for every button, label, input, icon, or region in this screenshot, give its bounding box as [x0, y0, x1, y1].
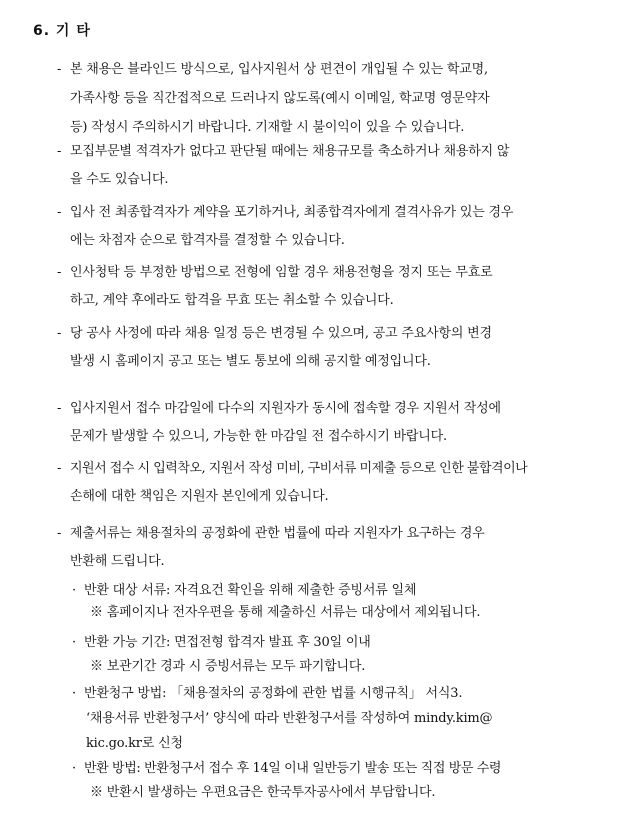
bullet-dash: - [57, 461, 62, 476]
bullet-dash: - [57, 205, 62, 220]
sub-item-note: ※ 홈페이지나 전자우편을 통해 제출하신 서류는 대상에서 제외됩니다. [90, 605, 481, 620]
sub-list-item [0, 577, 624, 633]
item-line: 을 수도 있습니다. [70, 172, 169, 187]
list-item [0, 320, 624, 376]
sub-item-note: ※ 보관기간 경과 시 증빙서류는 모두 파기합니다. [90, 659, 366, 674]
list-item [0, 199, 624, 255]
sub-item-note: ※ 반환시 발생하는 우편요금은 한국투자공사에서 부담합니다. [90, 785, 436, 800]
sub-list-item [0, 629, 624, 685]
sub-list-item [0, 755, 624, 811]
item-line: 지원서 접수 시 입력착오, 지원서 작성 미비, 구비서류 미제출 등으로 인한 불합격이나 [70, 461, 528, 476]
list-item [0, 138, 624, 194]
item-line: 손해에 대한 책임은 지원자 본인에게 있습니다. [70, 489, 329, 504]
sub-item-line: 반환 대상 서류: 자격요건 확인을 위해 제출한 증빙서류 일체 [84, 583, 417, 598]
bullet-dash: - [57, 144, 62, 159]
item-line: 에는 차점자 순으로 합격자를 결정할 수 있습니다. [70, 233, 345, 248]
bullet-dash: - [57, 326, 62, 341]
item-line: 하고, 계약 후에라도 합격을 무효 또는 취소할 수 있습니다. [70, 293, 394, 308]
bullet-dot: · [72, 635, 76, 650]
bullet-dot: · [72, 686, 76, 701]
item-line: 입사지원서 접수 마감일에 다수의 지원자가 동시에 접속할 경우 지원서 작성에 [70, 401, 501, 416]
item-line: 문제가 발생할 수 있으니, 가능한 한 마감일 전 접수하시기 바랍니다. [70, 429, 447, 444]
section-heading: 6. 기 타 [33, 23, 91, 39]
item-line: 제출서류는 채용절차의 공정화에 관한 법률에 따라 지원자가 요구하는 경우 [70, 526, 485, 541]
list-item [0, 56, 624, 140]
list-item [0, 395, 624, 451]
item-line: 발생 시 홈페이지 공고 또는 별도 통보에 의해 공지할 예정입니다. [70, 354, 431, 369]
sub-list-item [0, 680, 624, 760]
item-line: 본 채용은 블라인드 방식으로, 입사지원서 상 편견이 개입될 수 있는 학교명, [70, 62, 488, 77]
item-line: 인사청탁 등 부정한 방법으로 전형에 임할 경우 채용전형을 정지 또는 무효로 [70, 265, 493, 280]
sub-item-line: kic.go.kr로 신청 [86, 736, 183, 751]
bullet-dash: - [57, 265, 62, 280]
item-line: 모집부문별 적격자가 없다고 판단될 때에는 채용규모를 축소하거나 채용하지 않 [70, 144, 510, 159]
item-line: 당 공사 사정에 따라 채용 일정 등은 변경될 수 있으며, 공고 주요사항의 변경 [70, 326, 492, 341]
bullet-dash: - [57, 526, 62, 541]
item-line: 가족사항 등을 직간접적으로 드러나지 않도록(예시 이메일, 학교명 영문약자 [70, 91, 490, 106]
sub-item-line: 반환 가능 기간: 면접전형 합격자 발표 후 30일 이내 [84, 635, 371, 650]
sub-item-line: 반환청구 방법: 「채용절차의 공정화에 관한 법률 시행규칙」 서식3. [84, 686, 463, 701]
list-item [0, 520, 624, 576]
bullet-dash: - [57, 62, 62, 77]
item-line: 반환해 드립니다. [70, 554, 165, 569]
item-line: 입사 전 최종합격자가 계약을 포기하거나, 최종합격자에게 결격사유가 있는 경우 [70, 205, 514, 220]
bullet-dot: · [72, 761, 76, 776]
list-item [0, 259, 624, 315]
sub-item-line: ‘채용서류 반환청구서’ 양식에 따라 반환청구서를 작성하여 mindy.kim@ [86, 711, 493, 726]
sub-item-line: 반환 방법: 반환청구서 접수 후 14일 이내 일반등기 발송 또는 직접 방문 수령 [84, 761, 502, 776]
item-line: 등) 작성시 주의하시기 바랍니다. 기재할 시 불이익이 있을 수 있습니다. [70, 120, 465, 135]
bullet-dash: - [57, 401, 62, 416]
bullet-dot: · [72, 583, 76, 598]
list-item [0, 455, 624, 511]
